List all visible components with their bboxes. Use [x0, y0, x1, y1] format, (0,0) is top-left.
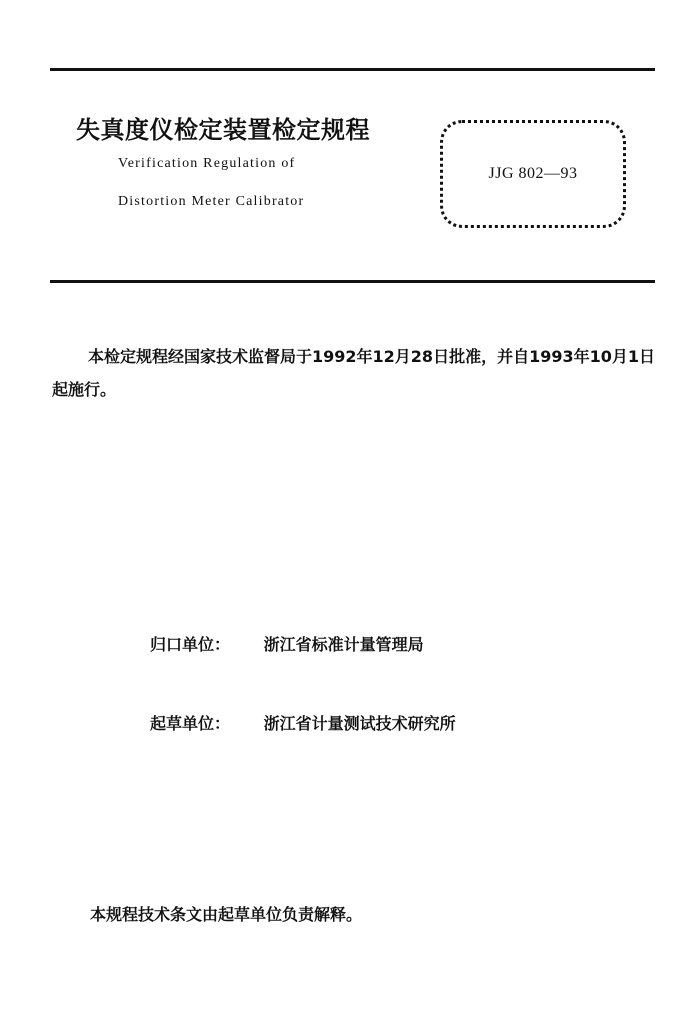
responsible-unit-label: 归口单位： [150, 635, 231, 654]
responsible-unit-value: 浙江省标准计量管理局 [263, 635, 424, 654]
drafting-unit-value: 浙江省计量测试技术研究所 [263, 714, 456, 733]
bottom-rule [50, 280, 655, 283]
responsible-unit [150, 632, 424, 655]
document-title-english-line1: Verification Regulation of [118, 156, 296, 171]
drafting-unit-label: 起草单位： [150, 714, 231, 733]
document-title-english-line2: Distortion Meter Calibrator [118, 194, 305, 209]
regulation-code-box [440, 120, 626, 228]
regulation-code: JJG 802—93 [488, 165, 578, 182]
interpretation-note: 本规程技术条文由起草单位负责解释。 [90, 905, 363, 924]
drafting-unit [150, 711, 456, 734]
document-title-chinese: 失真度仪检定装置检定规程 [76, 116, 370, 144]
approval-paragraph: 本检定规程经国家技术监督局于1992年12月28日批准，并自1993年10月1日起施行。 [52, 347, 655, 399]
top-rule [50, 68, 655, 71]
